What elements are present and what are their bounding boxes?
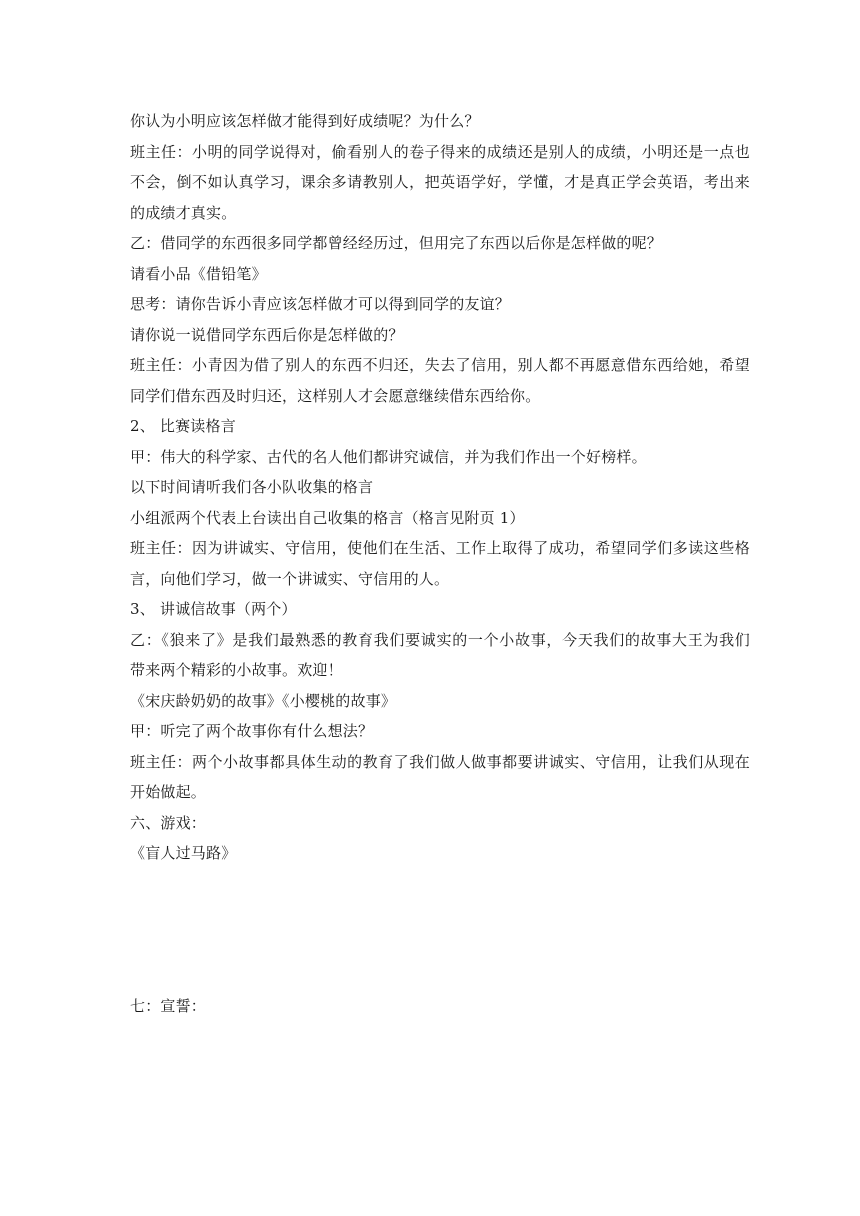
text-line: 以下时间请听我们各小队收集的格言 xyxy=(130,478,374,496)
host-line: 甲：听完了两个故事你有什么想法？ xyxy=(130,722,374,740)
teacher-comment-line: 同学们借东西及时归还，这样别人才会愿意继续借东西给你。 xyxy=(130,386,541,405)
host-line: 乙：《狼来了》是我们最熟悉的教育我们要诚实的一个小故事，今天我们的故事大王为我们 xyxy=(130,630,750,649)
game-title-line: 《盲人过马路》 xyxy=(130,844,237,862)
section-heading: 六、游戏： xyxy=(130,813,207,832)
question-line: 请你说一说借同学东西后你是怎样做的？ xyxy=(130,325,404,344)
think-line: 思考：请你告诉小青应该怎样做才可以得到同学的友谊？ xyxy=(130,295,511,313)
teacher-comment-line: 不会，倒不如认真学习，课余多请教别人，把英语学好，学懂，才是真正学会英语，考出来 xyxy=(130,173,750,191)
section-heading: 2、 比赛读格言 xyxy=(130,417,236,435)
teacher-comment-line: 的成绩才真实。 xyxy=(130,203,237,222)
section-heading: 七：宣誓： xyxy=(130,996,207,1015)
document-page xyxy=(130,106,750,1021)
teacher-comment-line: 班主任：因为讲诚实、守信用，使他们在生活、工作上取得了成功，希望同学们多读这些格 xyxy=(130,539,750,557)
blank-space xyxy=(130,869,750,991)
host-line: 乙：借同学的东西很多同学都曾经经历过，但用完了东西以后你是怎样做的呢？ xyxy=(130,234,663,252)
teacher-comment-line: 言，向他们学习，做一个讲诚实、守信用的人。 xyxy=(130,569,450,588)
teacher-comment-line: 班主任：两个小故事都具体生动的教育了我们做人做事都要讲诚实、守信用，让我们从现在 xyxy=(130,752,750,771)
teacher-comment-line: 班主任：小青因为借了别人的东西不归还，失去了信用，别人都不再愿意借东西给她，希望 xyxy=(130,356,750,374)
skit-line: 请看小品《借铅笔》 xyxy=(130,264,267,283)
story-titles-line: 《宋庆龄奶奶的故事》《小樱桃的故事》 xyxy=(130,691,397,710)
host-line: 带来两个精彩的小故事。欢迎！ xyxy=(130,661,343,679)
section-heading: 3、 讲诚信故事（两个） xyxy=(130,600,297,618)
teacher-comment-line: 班主任：小明的同学说得对，偷看别人的卷子得来的成绩还是别人的成绩，小明还是一点也 xyxy=(130,142,750,161)
teacher-comment-line: 开始做起。 xyxy=(130,783,207,801)
question-line: 你认为小明应该怎样做才能得到好成绩呢？为什么？ xyxy=(130,112,480,130)
host-line: 甲：伟大的科学家、古代的名人他们都讲究诚信，并为我们作出一个好榜样。 xyxy=(130,447,647,466)
text-line: 小组派两个代表上台读出自己收集的格言（格言见附页 1） xyxy=(130,508,525,527)
